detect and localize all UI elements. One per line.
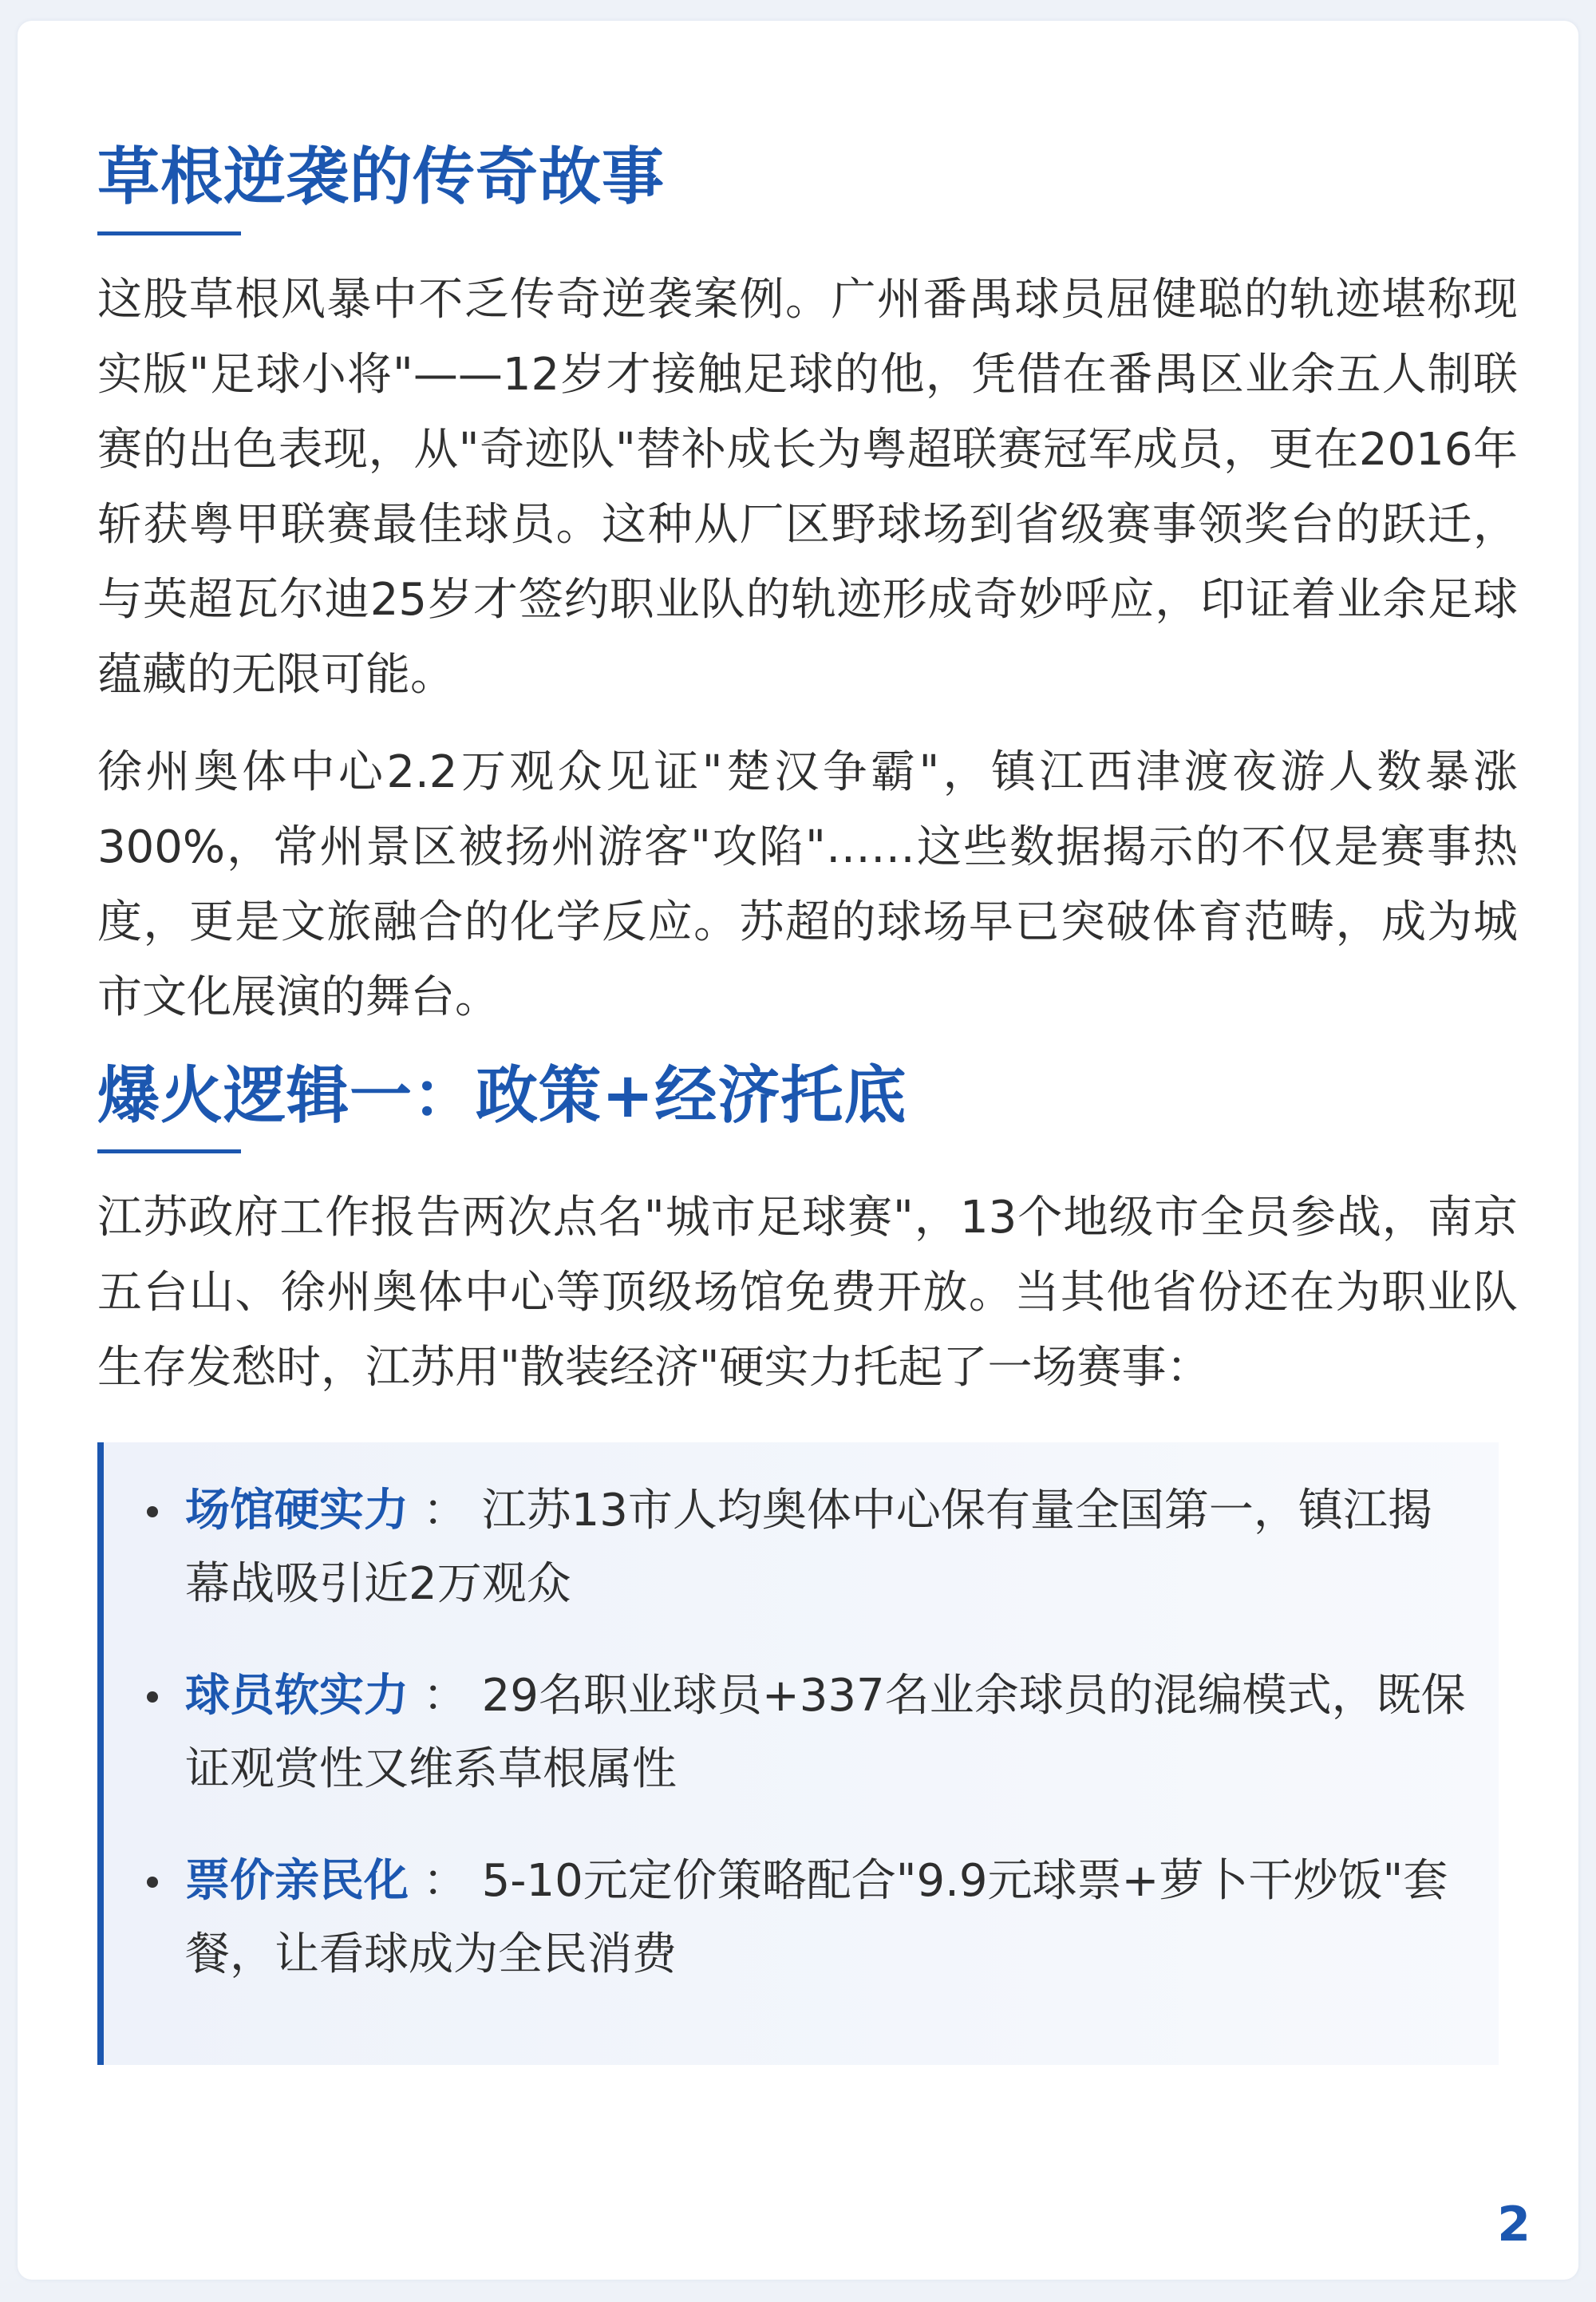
bullet-dot-icon xyxy=(147,1506,158,1517)
bullet-term: 票价亲民化 xyxy=(185,1855,409,1908)
bullet-separator: ： xyxy=(409,1670,482,1723)
bullet-separator: ： xyxy=(409,1855,482,1908)
paragraph: 徐州奥体中心2.2万观众见证"楚汉争霸"，镇江西津渡夜游人数暴涨300%，常州景区被扬州游客"攻陷"……这些数据揭示的不仅是赛事热度，更是文旅融合的化学反应。苏超的球场早已突破体育范畴，成为城市文化展演的舞台。 xyxy=(97,746,1518,1023)
bullet-text: 5-10元定价策略配合"9.9元球票+萝卜干炒饭"套餐，让看球成为全民消费 xyxy=(185,1855,1448,1981)
bullet-term: 场馆硬实力 xyxy=(185,1485,409,1537)
heading-underline xyxy=(97,1149,241,1153)
bullet-dot-icon xyxy=(147,1691,158,1703)
paragraph: 这股草根风暴中不乏传奇逆袭案例。广州番禺球员屈健聪的轨迹堪称现实版"足球小将"——12岁才接触足球的他，凭借在番禺区业余五人制联赛的出色表现，从"奇迹队"替补成长为粤超联赛冠军成员，更在2016年斩获粤甲联赛最佳球员。这种从厂区野球场到省级赛事领奖台的跃迁，与英超瓦尔迪25岁才签约职业队的轨迹形成奇妙呼应，印证着业余足球蕴藏的无限可能。 xyxy=(97,273,1518,701)
list-item xyxy=(140,1845,1467,1992)
section-header-wrap xyxy=(97,1059,1518,1154)
bullet-separator: ： xyxy=(409,1485,482,1537)
bullet-text: 江苏13市人均奥体中心保有量全国第一，镇江揭幕战吸引近2万观众 xyxy=(185,1485,1432,1611)
page-number: 2 xyxy=(1497,2197,1531,2253)
list-item xyxy=(140,1474,1467,1621)
section-heading-legend: 草根逆袭的传奇故事 xyxy=(97,141,666,213)
bullet-text: 29名职业球员+337名业余球员的混编模式，既保证观赏性又维系草根属性 xyxy=(185,1670,1466,1796)
bullet-term: 球员软实力 xyxy=(185,1670,409,1723)
list-item xyxy=(140,1659,1467,1806)
bullet-dot-icon xyxy=(147,1877,158,1888)
paragraph: 江苏政府工作报告两次点名"城市足球赛"，13个地级市全员参战，南京五台山、徐州奥体中心等顶级场馆免费开放。当其他省份还在为职业队生存发愁时，江苏用"散装经济"硬实力托起了一场赛事： xyxy=(97,1192,1518,1394)
section-heading-logic-one: 爆火逻辑一：政策+经济托底 xyxy=(97,1059,907,1132)
callout-box xyxy=(97,1442,1499,2065)
article-content xyxy=(97,140,1518,2065)
page xyxy=(18,21,1578,2280)
heading-underline xyxy=(97,231,241,235)
